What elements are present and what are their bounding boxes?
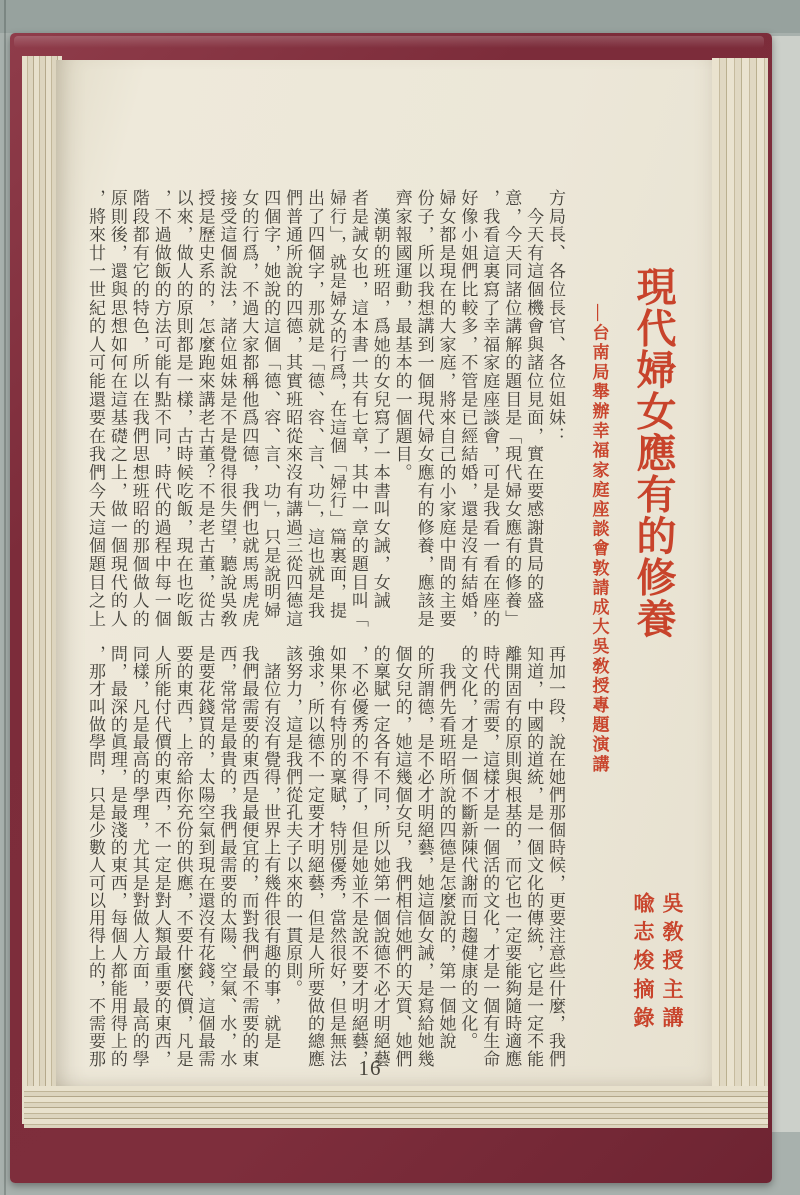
text-column: 該努力，這是我們從孔夫子以來的一貫原則。 (283, 645, 303, 997)
text-column: 的文化，才是一個不斷新陳代謝而日趨健康的文化。 (458, 645, 478, 1050)
text-column: 我們最需要的東西是最便宜的，而對我們最不需要的東 (239, 645, 259, 1068)
text-column: 階段都有它的特色，所以在我們思想班昭的那個做人的 (129, 189, 149, 629)
text-column: 的稟賦一定各有不同，所以她第一個說德不必才明絕藝 (370, 645, 390, 1068)
text-column: ，將來廿一世紀的人可能還要在我們今天這個題目之上 (85, 189, 105, 629)
text-column: 接受這個說法，諸位姐妹是不是覺得很失望，聽說吳敎 (217, 189, 237, 629)
article-title: 現代婦女應有的修養 (631, 266, 676, 640)
article-subtitle: ―台南局舉辦幸福家庭座談會敦請成大吳敎授專題演講 (589, 304, 609, 775)
scan-seam-line (4, 0, 6, 1195)
text-column: 女的行爲，不過大家都稱他爲四德，我們也就馬馬虎虎 (239, 189, 259, 629)
text-column: 漢朝的班昭，爲她的女兒寫了一本書叫女誡，女誡 (370, 189, 390, 610)
book-cover-sheen (14, 36, 764, 48)
page-number: 16 (358, 1056, 382, 1080)
text-column: 同樣，凡是最高的學理，尤其是對做人方面，最高的學 (129, 645, 149, 1068)
text-column: 的所謂德，是不必才明絕藝，她這個女誡，是寫給她幾 (414, 645, 434, 1068)
text-column: 離開固有的原則與根基的，而它也一定要能夠隨時適應 (502, 645, 522, 1068)
text-column: ，不必優秀的不得了，但是她並不是說不要才明絕藝， (348, 645, 368, 1068)
text-column: 如果你有特別的稟賦，特別優秀，當然很好，但是無法 (326, 645, 346, 1068)
page-stack-right-edge (712, 58, 768, 1124)
body-text-lower-block (84, 645, 566, 1077)
scanner-background-top (0, 0, 800, 33)
text-column: 原則後，還與思想如何在這基礎之上，做一個現代的人 (107, 189, 127, 629)
text-column: 份子，所以我想講到一個現代婦女應有的修養，應該是 (414, 189, 434, 629)
text-column: 婦女都是現在的大家庭，將來自己的小家庭中間的主要 (436, 189, 456, 629)
text-column: 時代的需要，這樣才是一個活的文化，才是一個有生命 (480, 645, 500, 1068)
body-text-upper-block (84, 189, 566, 641)
text-column: 出了四個字，那就是「德、容、言、功」，這也就是我 (305, 189, 325, 620)
text-column: 授是歷史系的，怎麼跑來講老古董？不是老古董，從古 (195, 189, 215, 629)
text-column: 意，今天同諸位講解的題目是「現代婦女應有的修養」 (502, 189, 522, 629)
text-column: ，不過做飯的方法可能有點不同，時代的過程中每一個 (151, 189, 171, 629)
page-stack-bottom-edge (24, 1086, 768, 1128)
text-column: 們普通所說的四德，其實班昭從來沒有講過三從四德這 (283, 189, 303, 629)
text-column: 人所能付代價的東西，不一定是對人類最重要的東西， (151, 645, 171, 1068)
credit-speaker: 吳敎授主講 (660, 892, 684, 1035)
text-column: 是要花錢買的，太陽空氣到現在還沒有花錢，這個最需 (195, 645, 215, 1068)
text-column: 以來，做人的原則都是一樣，古時候吃飯，現在也吃飯 (173, 189, 193, 629)
text-column: 西，常常是最貴的，我們最需要的太陽、空氣、水，水 (217, 645, 237, 1068)
text-column: 今天有這個機會與諸位見面，實在要感謝貴局的盛 (524, 189, 544, 610)
text-column: 個女兒的，她這幾個女兒，我們相信她們的天質、她們 (392, 645, 412, 1068)
article-credits (628, 892, 686, 1042)
text-column: ，我看這裏寫了幸福家庭座談會，可是我看一看在座的 (480, 189, 500, 629)
text-column: 方局長、各位長官、各位姐妹： (546, 189, 565, 446)
text-column: 再加一段，說在她們那個時候，更要注意些什麼，我們 (546, 645, 565, 1068)
text-column: 好像小姐們比較多，不管是已經結婚，還是沒有結婚， (458, 189, 478, 629)
text-column: 諸位有沒有覺得，世界上有幾件很有趣的事，就是 (261, 645, 281, 1050)
credit-recorder: 喩志焌摘錄 (631, 892, 655, 1035)
text-column: 婦行」，就是婦女的行爲，在這個「婦行」篇裏面，提 (326, 189, 346, 620)
text-column: 強求，所以德不一定要才明絕藝，但是人所要做的總應 (305, 645, 325, 1068)
text-column: ，那才叫做學問，只是少數人可以用得上的，不需要那 (85, 645, 105, 1068)
text-column: 四個字，她說的這個「德、容、言、功」，只是說明婦 (261, 189, 281, 620)
text-column: 者是誡女也，這本書一共有七章，其中一章的題目叫「 (348, 189, 368, 629)
text-column: 問，最深的眞理，是最淺的東西，每個人都能用得上的 (107, 645, 127, 1068)
text-column: 我們先看班昭所說的四德是怎麼說的，第一個她說 (436, 645, 456, 1050)
text-column: 要的東西，上帝給你充份的供應，不要什麼代價，凡是 (173, 645, 193, 1068)
text-column: 知道，中國的道統，是一個文化的傳統，它是一定不能 (524, 645, 544, 1068)
text-column: 齊家報國運動，最基本的一個題目。 (392, 189, 412, 482)
